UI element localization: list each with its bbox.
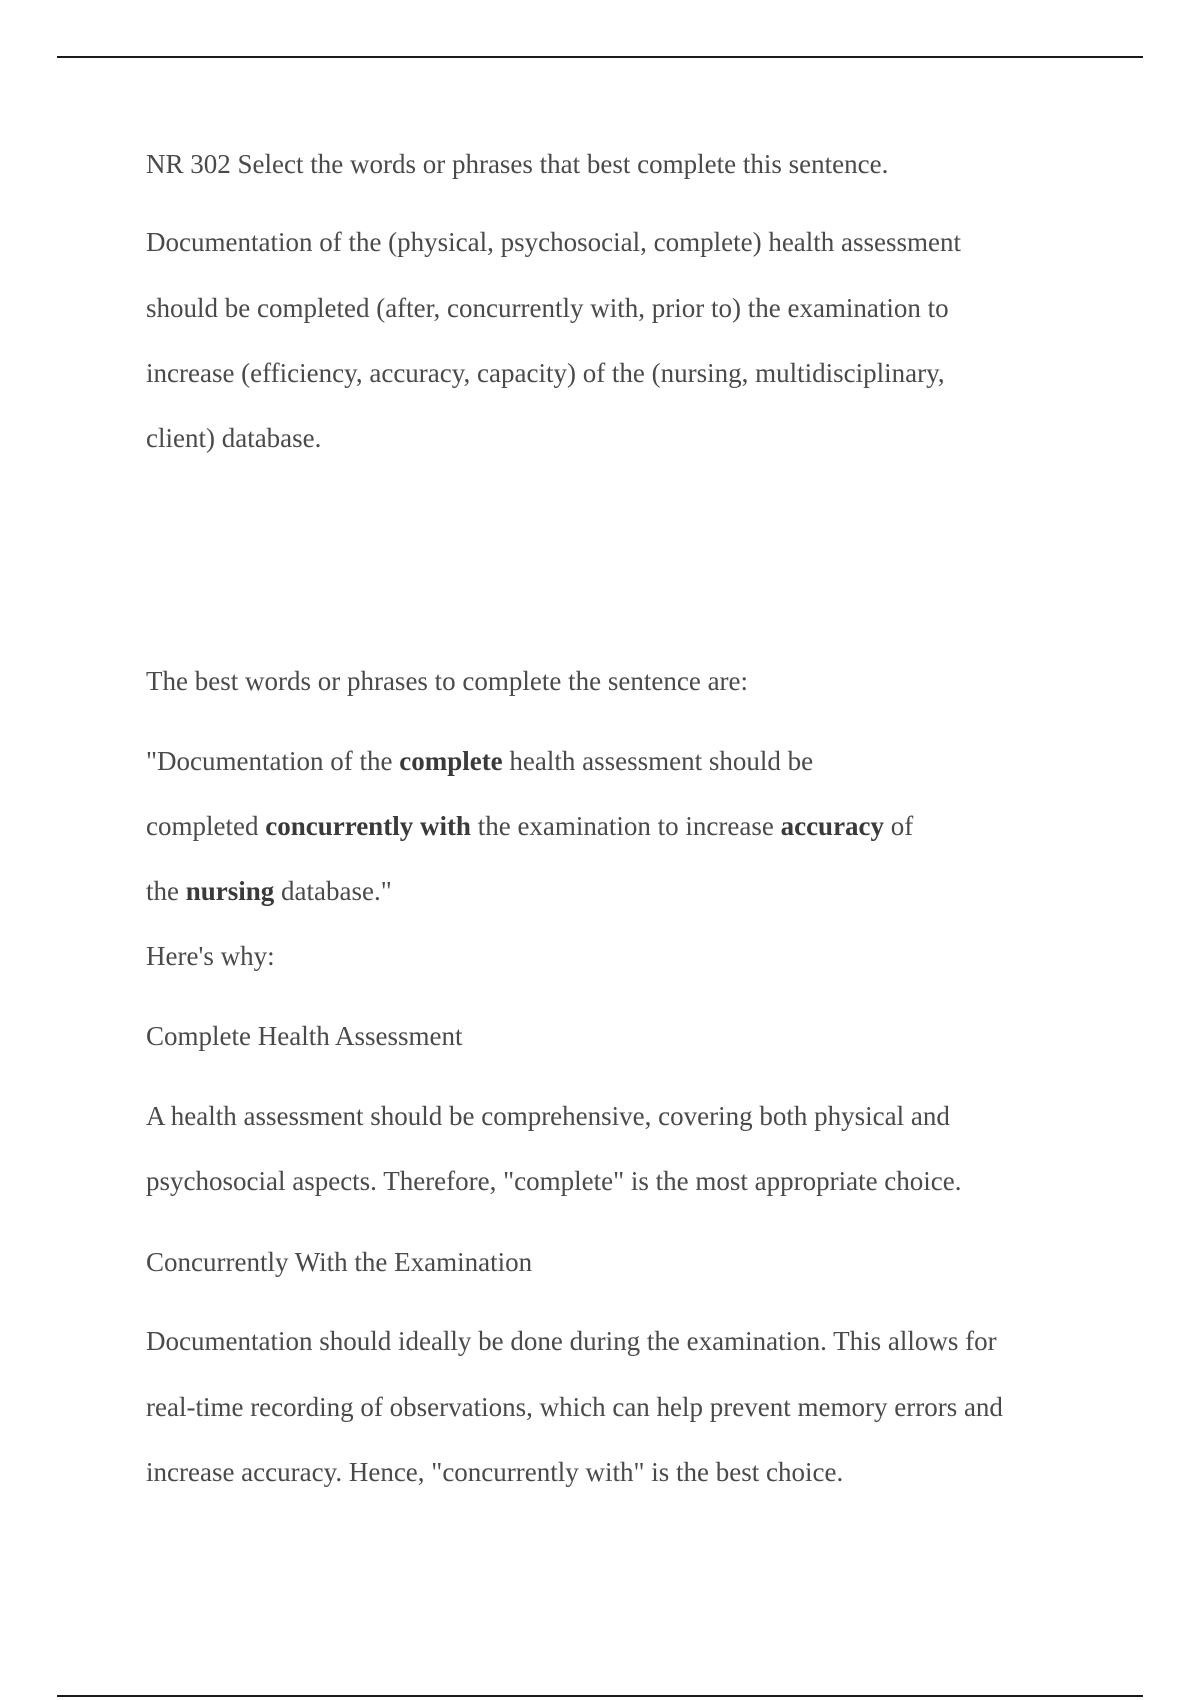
question-line: should be completed (after, concurrently with, prior to) the examination to [146, 293, 949, 323]
answer-intro: The best words or phrases to complete the sentence are: [146, 666, 749, 696]
top-rule [57, 56, 1143, 58]
answer-text: the examination to increase [470, 811, 781, 841]
section-heading: Complete Health Assessment [146, 1021, 463, 1051]
section-line: increase accuracy. Hence, "concurrently with" is the best choice. [146, 1457, 844, 1487]
answer-text: of [884, 811, 914, 841]
question-line: Documentation of the (physical, psychosocial, complete) health assessment [146, 227, 962, 257]
answer-text: completed [146, 811, 266, 841]
answer-term-concurrently-with: concurrently with [265, 811, 471, 841]
answer-text: database." [274, 876, 392, 906]
section-line: A health assessment should be comprehensive, covering both physical and [146, 1101, 950, 1131]
question-line: increase (efficiency, accuracy, capacity) of the (nursing, multidisciplinary, [146, 358, 945, 388]
answer-term-accuracy: accuracy [780, 811, 885, 841]
answer-why: Here's why: [146, 941, 275, 971]
answer-line [146, 810, 913, 842]
section-line: psychosocial aspects. Therefore, "complete" is the most appropriate choice. [146, 1166, 962, 1196]
question-title: NR 302 Select the words or phrases that best complete this sentence. [146, 149, 889, 179]
section-line: Documentation should ideally be done during the examination. This allows for [146, 1326, 997, 1356]
section-heading: Concurrently With the Examination [146, 1247, 533, 1277]
answer-line [146, 875, 392, 907]
question-line: client) database. [146, 423, 322, 453]
answer-text: "Documentation of the [146, 746, 400, 776]
answer-term-nursing: nursing [185, 876, 275, 906]
answer-term-complete: complete [399, 746, 503, 776]
answer-text: health assessment should be [502, 746, 814, 776]
section-line: real-time recording of observations, which can help prevent memory errors and [146, 1392, 1003, 1422]
answer-line [146, 745, 813, 777]
bottom-rule [57, 1695, 1143, 1697]
answer-text: the [146, 876, 186, 906]
